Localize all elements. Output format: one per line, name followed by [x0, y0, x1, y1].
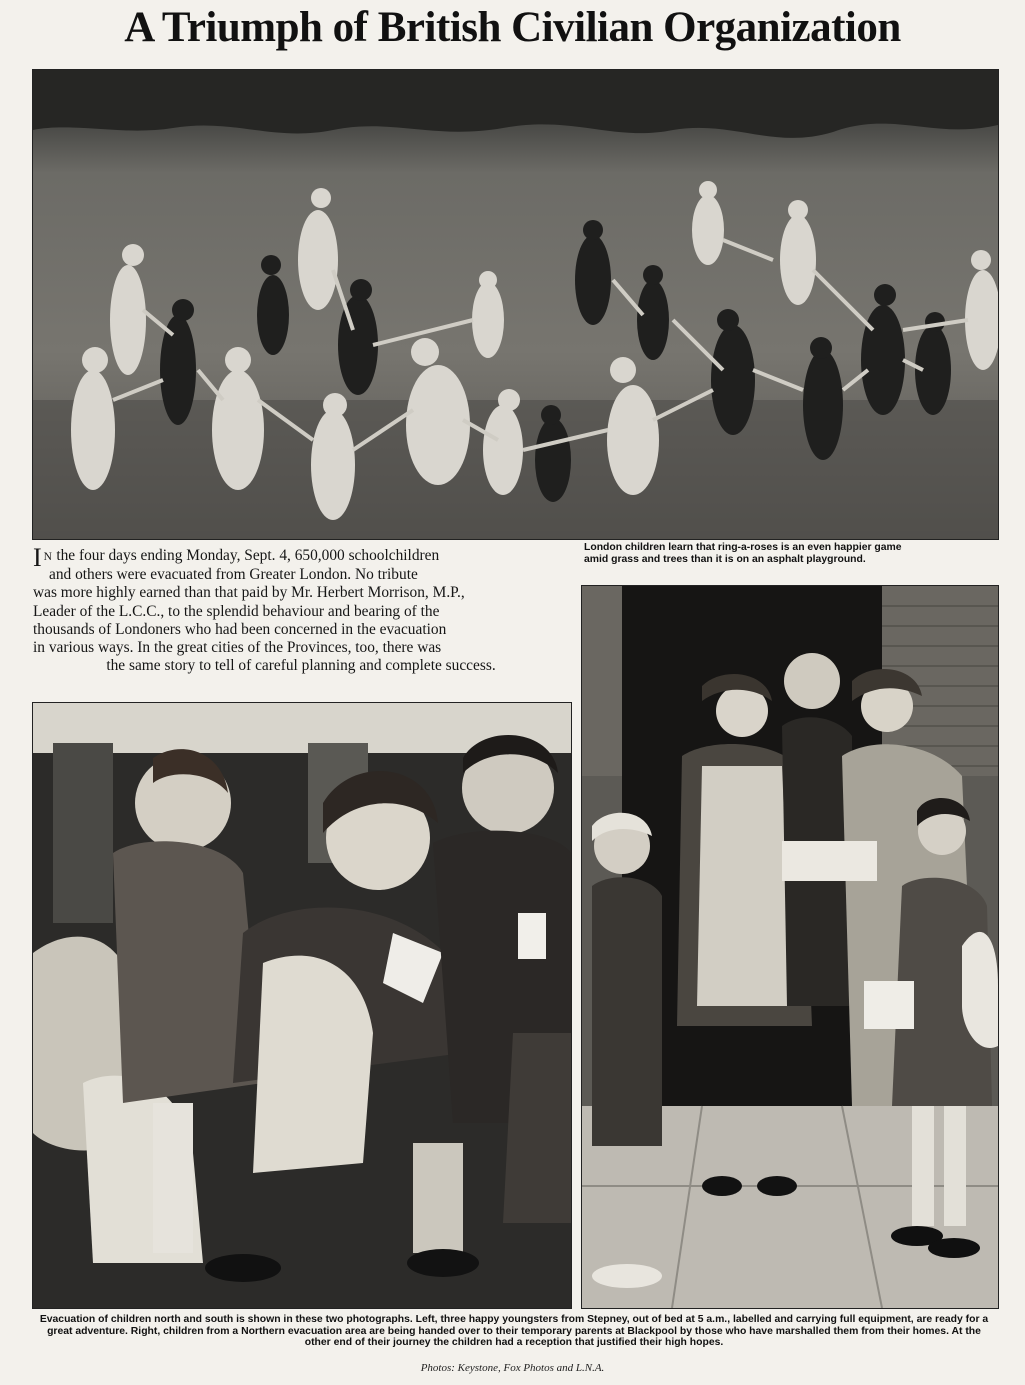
blackpool-doorway-photo	[581, 585, 999, 1309]
photo-credit: Photos: Keystone, Fox Photos and L.N.A.	[420, 1362, 605, 1374]
drop-cap: I	[33, 543, 42, 572]
ring-a-roses-image	[33, 70, 998, 539]
intro-line-7: the same story to tell of careful planning and complete success.	[106, 657, 496, 675]
intro-line-3: was more highly earned than that paid by Mr. Herbert Morrison, M.P.,	[33, 584, 465, 602]
stepney-children-photo	[32, 702, 572, 1309]
page-title: A Triumph of British Civilian Organization	[124, 4, 901, 51]
ring-a-roses-photo	[32, 69, 999, 540]
intro-line-2: and others were evacuated from Greater London. No tribute	[49, 566, 418, 584]
stepney-children-image	[33, 703, 571, 1308]
top-photo-caption: London children learn that ring-a-roses is an even happier game amid grass and trees than it is on an asphalt playground.	[584, 542, 902, 565]
intro-line-4: Leader of the L.C.C., to the splendid behaviour and bearing of the	[33, 602, 440, 620]
intro-line-6: in various ways. In the great cities of the Provinces, too, there was	[33, 639, 442, 657]
intro-line-5: thousands of Londoners who had been concerned in the evacuation	[33, 620, 447, 638]
intro-line-1: N the four days ending Monday, Sept. 4, 650,000 schoolchildren	[43, 547, 440, 564]
drop-cap-rest: N	[43, 551, 53, 563]
intro-paragraph	[33, 543, 569, 675]
blackpool-doorway-image	[582, 586, 998, 1308]
bottom-photos-caption: Evacuation of children north and south is shown in these two photographs. Left, three happy youngsters from Stepney, out of bed at 5 a.m., labelled and carrying full equipment, are ready for a great adventure. Right, children from a Northern evacuation area are being handed over to their temporary parents at Blackpool by those who have marshalled them from their homes. At the other end of their journey the children had a reception that justified their high hopes.	[39, 1314, 989, 1349]
